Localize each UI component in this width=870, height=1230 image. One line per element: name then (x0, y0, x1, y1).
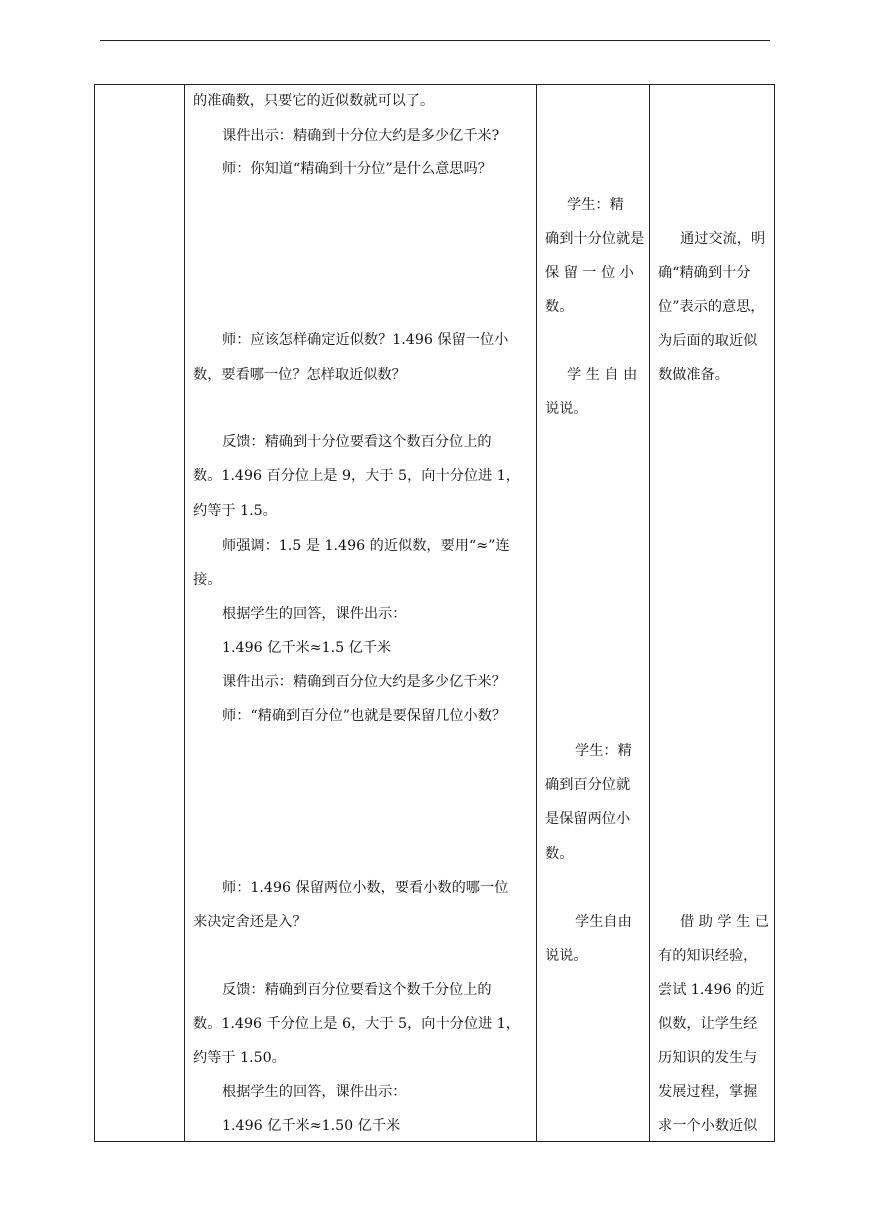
column-divider-3 (649, 84, 650, 1142)
student-line: 学生：精 (567, 197, 624, 213)
teaching-line: 师：应该怎样确定近似数？1.496 保留一位小 (222, 332, 509, 348)
teaching-line: 的准确数，只要它的近似数就可以了。 (193, 93, 435, 109)
teaching-line: 师：你知道“精确到十分位”是什么意思吗？ (222, 161, 492, 177)
intent-line: 确“精确到十分 (658, 265, 751, 281)
teaching-line: 反馈：精确到十分位要看这个数百分位上的 (222, 434, 492, 450)
intent-line: 有的知识经验， (658, 948, 758, 964)
teaching-line: 接。 (193, 572, 222, 588)
teaching-line: 数。1.496 千分位上是 6，大于 5，向十分位进 1， (193, 1016, 520, 1032)
teaching-line: 师强调：1.5 是 1.496 的近似数，要用“≈”连 (222, 538, 510, 554)
student-line: 说说。 (545, 948, 588, 964)
column-divider-2 (536, 84, 537, 1142)
intent-line: 数做准备。 (658, 367, 729, 383)
intent-line: 发展过程，掌握 (658, 1084, 758, 1100)
student-line: 是保留两位小 (545, 811, 631, 827)
teaching-line: 数，要看哪一位？怎样取近似数？ (193, 367, 406, 383)
student-line: 确到百分位就 (545, 777, 631, 793)
student-line: 确到十分位就是 (545, 231, 645, 247)
intent-line: 似数，让学生经 (658, 1016, 758, 1032)
intent-line: 位”表示的意思， (658, 299, 765, 315)
column-divider-1 (184, 84, 185, 1142)
teaching-line: 反馈：精确到百分位要看这个数千分位上的 (222, 982, 492, 998)
teaching-line: 约等于 1.5。 (193, 503, 277, 519)
intent-line: 借 助 学 生 已 (680, 914, 769, 930)
teaching-line: 课件出示：精确到十分位大约是多少亿千米? (222, 128, 500, 144)
teaching-line: 1.496 亿千米≈1.5 亿千米 (222, 640, 392, 656)
teaching-line: 数。1.496 百分位上是 9，大于 5，向十分位进 1， (193, 468, 520, 484)
teaching-line: 约等于 1.50。 (193, 1050, 286, 1066)
student-line: 说说。 (545, 401, 588, 417)
teaching-line: 根据学生的回答，课件出示： (222, 1084, 407, 1100)
student-line: 学生：精 (575, 743, 632, 759)
intent-line: 求一个小数近似 (658, 1118, 758, 1134)
student-line: 数。 (545, 846, 574, 862)
teaching-line: 师：1.496 保留两位小数，要看小数的哪一位 (222, 880, 509, 896)
teaching-line: 师：“精确到百分位”也就是要保留几位小数？ (222, 708, 507, 724)
student-line: 学 生 自 由 (567, 367, 638, 383)
intent-line: 通过交流，明 (680, 231, 766, 247)
student-line: 保 留 一 位 小 (545, 265, 634, 281)
student-line: 学生自由 (575, 914, 632, 930)
intent-line: 历知识的发生与 (658, 1050, 758, 1066)
teaching-line: 课件出示：精确到百分位大约是多少亿千米？ (222, 674, 506, 690)
teaching-line: 1.496 亿千米≈1.50 亿千米 (222, 1118, 401, 1134)
teaching-line: 根据学生的回答，课件出示： (222, 606, 407, 622)
student-line: 数。 (545, 299, 574, 315)
teaching-line: 来决定舍还是入？ (193, 914, 307, 930)
page-header-rule (100, 40, 770, 41)
intent-line: 为后面的取近似 (658, 333, 758, 349)
intent-line: 尝试 1.496 的近 (658, 982, 765, 998)
